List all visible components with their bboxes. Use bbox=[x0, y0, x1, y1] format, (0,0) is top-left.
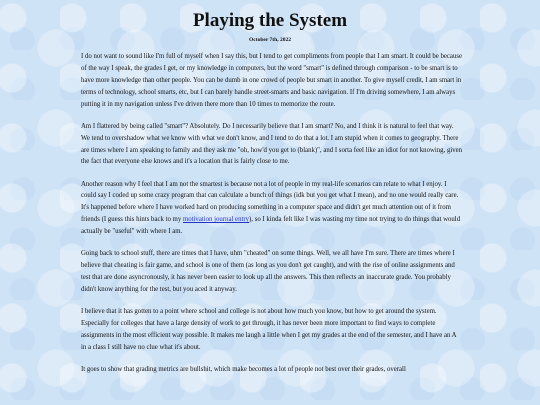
paragraph-2: Am I flattered by being called "smart"? Absolutely. Do I necessarily believe that I am smart? No, and I think it is natural to feel that way. We tend to overshadow what we know with what we don't know, and I tend to do that a lot. I am stupid when it comes to geography. There are times where I am speaking to family and they ask me "oh, how'd you get to (blank)", and I sorta feel like an idiot for not knowing, given the fact that everyone else knows and it's a location that is fairly close to me. bbox=[81, 122, 463, 166]
motivation-journal-entry-link[interactable]: motivation journal entry bbox=[182, 216, 250, 224]
paragraph-3-text-before: Another reason why I feel that I am not the smartest is because not a lot of people in my real-life scenarios can relate to what I enjoy. I could say I coded up some crazy program that can calculate a bunch of things (idk but you get what I mean), and no one would really care. It's happened before where I have worked hard on producing something in a computer space and didn't get much attention out of it from friends (I guess this hints back to my bbox=[81, 180, 459, 224]
page-title: Playing the System bbox=[192, 10, 348, 31]
paragraph-6: It goes to show that grading metrics are bullshit, which make becomes a lot of people not best over their grades, overall bbox=[81, 365, 406, 373]
paragraph-3 bbox=[81, 179, 463, 239]
paragraph-3-text-after: ), so I kinda felt like I was wasting my time not trying to do things that would actually be "useful" with where I am. bbox=[81, 216, 461, 236]
article-body bbox=[81, 51, 463, 386]
paragraph-1: I do not want to sound like I'm full of myself when I say this, but I tend to get compliments from people that I am smart. It could be because of the way I speak, the grades I get, or my knowledge in computers, but the word "smart" is defined through comparison - to be smart is to have more knowledge than other people. You can be dumb in one crowd of people but smart in another. To give myself credit, I am smart in terms of technology, school smarts, etc, but I can barely handle street-smarts and basic navigation. If I'm driving somewhere, I am always putting it in my navigation unless I've driven there more than 10 times to memorize the route. bbox=[81, 53, 463, 108]
post-date: October 7th, 2022 bbox=[249, 37, 291, 43]
paragraph-5: I believe that it has gotten to a point where school and college is not about how much you know, but how to get around the system. Especially for colleges that have a large density of work to get through, it has never been more important to find ways to complete assignments in the most efficient way possible. It makes me laugh a little when I get my grades at the end of the semester, and I have an A in a class I still have no clue what it's about. bbox=[81, 308, 457, 351]
paragraph-4: Going back to school stuff, there are times that I have, uhm "cheated" on some things. Well, we all have I'm sure. There are times where I believe that cheating is fair game, and school is one of them (as long as you don't get caught), and with the rise of online assignments and test that are done asyncronously, it has never been easier to look up all the answers. This then reflects an inaccurate grade. You probably didn't know anything for the test, but you aced it anyway. bbox=[81, 250, 455, 293]
